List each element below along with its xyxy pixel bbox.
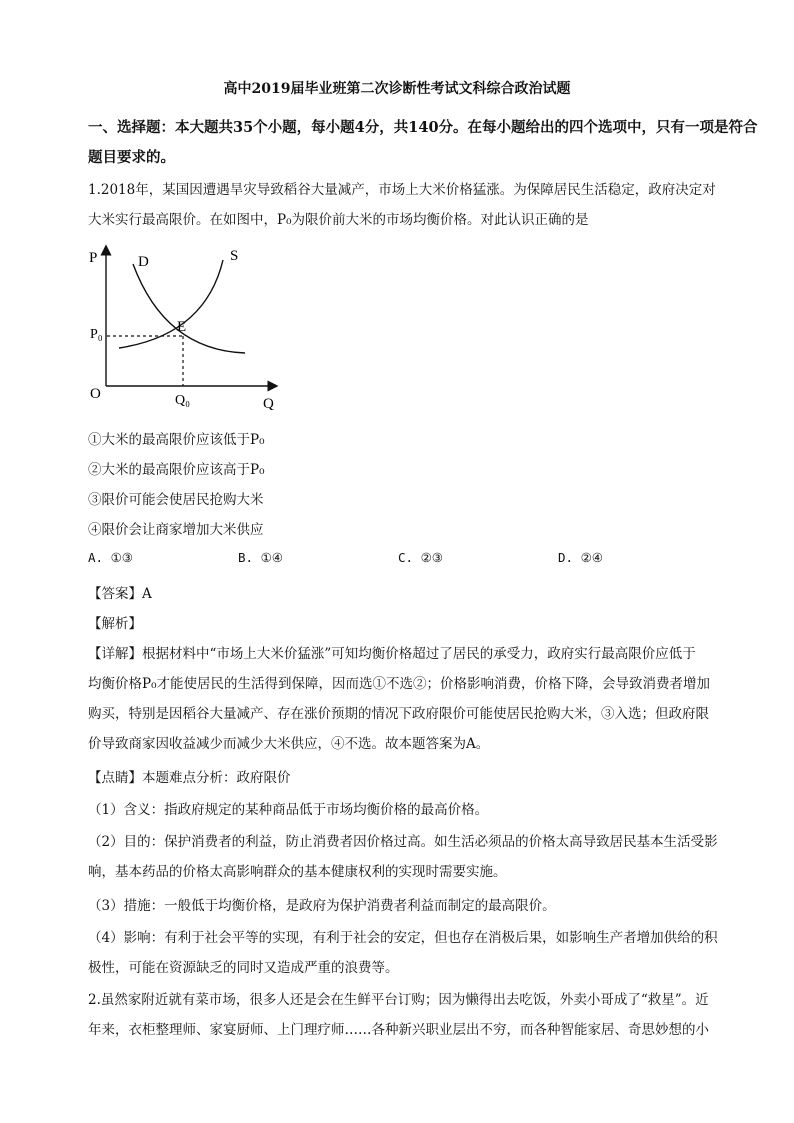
q1-explanation-line-1: 【详解】根据材料中“市场上大米价猛涨”可知均衡价格超过了居民的承受力，政府实行最高限价应低于 xyxy=(88,646,696,662)
q1-tips-line-1: （1）含义：指政府规定的某种商品低于市场均衡价格的最高价格。 xyxy=(88,802,489,818)
q1-tips-line-2: （2）目的：保护消费者的利益，防止消费者因价格过高。如生活必须品的价格太高导致居民基本生活受影 xyxy=(88,834,718,850)
page-title: 高中2019届毕业班第二次诊断性考试文科综合政治试题 xyxy=(223,81,571,97)
origin-label: O xyxy=(90,386,101,402)
price-label: P₀ xyxy=(90,327,103,342)
equilibrium-label: E xyxy=(177,319,187,335)
q1-explanation-line-4: 价导致商家因收益减少而减少大米供应，④不选。故本题答案为A。 xyxy=(88,736,490,752)
q2-stem-line-1: 2.虽然家附近就有菜市场，很多人还是会在生鲜平台订购；因为懒得出去吃饭，外卖小哥成了“救星”。近 xyxy=(88,992,709,1008)
q1-tips-line-4: （3）措施：一般低于均衡价格，是政府为保护消费者利益而制定的最高限价。 xyxy=(88,898,556,914)
q2-stem-line-2: 年来，衣柜整理师、家宴厨师、上门理疗师……各种新兴职业层出不穷，而各种智能家居、奇思妙想的小 xyxy=(88,1022,709,1038)
q1-tips-line-6: 极性，可能在资源缺乏的同时又造成严重的浪费等。 xyxy=(88,960,399,976)
q1-stem-line-1: 1.2018年，某国因遭遇旱灾导致稻谷大量减产，市场上大米价格猛涨。为保障居民生活稳定，政府决定对 xyxy=(88,182,716,198)
demand-curve xyxy=(133,264,245,353)
section-header-line-2: 题目要求的。 xyxy=(88,149,175,166)
quantity-label: Q₀ xyxy=(175,393,190,408)
supply-curve xyxy=(119,260,223,348)
q1-option-d: D. ②④ xyxy=(558,550,603,565)
q1-analysis-label: 【解析】 xyxy=(88,616,142,632)
q1-option-c: C. ②③ xyxy=(398,550,443,565)
q1-option-b: B. ①④ xyxy=(238,550,283,565)
q1-tips-header: 【点睛】本题难点分析：政府限价 xyxy=(88,770,291,786)
demand-label: D xyxy=(138,254,149,270)
q1-explanation-line-3: 购买，特别是因稻谷大量减产、存在涨价预期的情况下政府限价可能使居民抢购大米，③入选；但政府限 xyxy=(88,706,709,722)
q1-explanation-line-2: 均衡价格P₀才能使居民的生活得到保障，因而选①不选②；价格影响消费，价格下降，会导致消费者增加 xyxy=(88,676,710,692)
supply-label: S xyxy=(230,248,239,264)
q1-answer: 【答案】A xyxy=(88,586,152,602)
section-header-line-1: 一、选择题：本大题共35个小题，每小题4分，共140分。在每小题给出的四个选项中，只有一项是符合 xyxy=(88,119,758,136)
q1-tips-line-3: 响，基本药品的价格太高影响群众的基本健康权利的实现时需要实施。 xyxy=(88,864,507,880)
y-axis-label: P xyxy=(89,250,98,266)
q1-statement-1: ①大米的最高限价应该低于P₀ xyxy=(88,432,265,448)
q1-statement-4: ④限价会让商家增加大米供应 xyxy=(88,522,264,538)
q1-statement-3: ③限价可能会使居民抢购大米 xyxy=(88,492,264,508)
q1-stem-line-2: 大米实行最高限价。在如图中，P₀为限价前大米的市场均衡价格。对此认识正确的是 xyxy=(88,212,589,228)
q1-tips-line-5: （4）影响：有利于社会平等的实现，有利于社会的安定，但也存在消极后果，如影响生产者增加供给的积 xyxy=(88,930,718,946)
q1-option-a: A. ①③ xyxy=(88,550,133,565)
x-axis-label: Q xyxy=(263,396,274,410)
supply-demand-graph xyxy=(85,240,285,410)
q1-statement-2: ②大米的最高限价应该高于P₀ xyxy=(88,462,265,478)
